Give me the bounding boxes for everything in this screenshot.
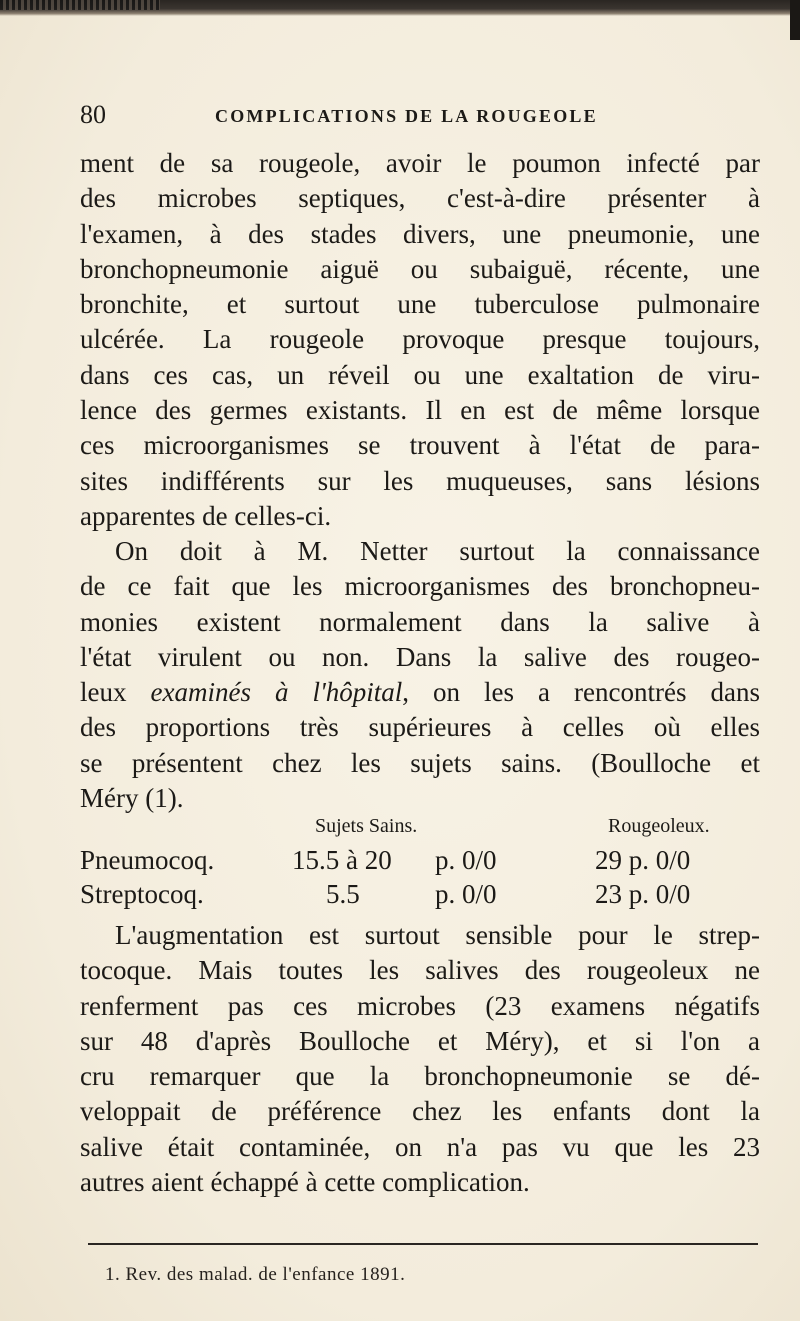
sains-unit: p. 0/0 bbox=[435, 879, 497, 909]
text-line: autres aient échappé à cette complication. bbox=[80, 1167, 530, 1198]
rougeoleux-value: 29 p. 0/0 bbox=[595, 845, 691, 875]
text-line-with-italic bbox=[80, 675, 760, 710]
text-fragment: , on les a rencontrés dans bbox=[402, 677, 760, 708]
sains-value: 5.5 bbox=[326, 879, 360, 909]
text-line: L'augmentation est surtout sensible pour le strep- bbox=[115, 920, 760, 950]
text-line: bronchopneumonie aiguë ou subaiguë, récente, une bbox=[80, 253, 760, 284]
text-line: cru remarquer que la bronchopneumonie se dé- bbox=[80, 1061, 760, 1092]
text-line: des microbes septiques, c'est-à-dire présenter à bbox=[80, 183, 760, 214]
paragraph-3 bbox=[80, 918, 760, 1200]
text-line: se présentent chez les sujets sains. (Boulloche et bbox=[80, 747, 760, 778]
page-header bbox=[80, 100, 760, 130]
text-line: sur 48 d'après Boulloche et Méry), et si l'on a bbox=[80, 1025, 760, 1056]
running-head: COMPLICATIONS DE LA ROUGEOLE bbox=[215, 106, 598, 126]
text-line: monies existent normalement dans la salive à bbox=[80, 606, 760, 637]
text-line: des proportions très supérieures à celles où elles bbox=[80, 712, 760, 743]
paragraph-1 bbox=[80, 146, 760, 534]
text-line: l'état virulent ou non. Dans la salive des rougeo- bbox=[80, 641, 760, 672]
text-line: ment de sa rougeole, avoir le poumon infecté par bbox=[80, 148, 760, 178]
text-line: ulcérée. La rougeole provoque presque toujours, bbox=[80, 324, 760, 355]
rougeoleux-value: 23 p. 0/0 bbox=[595, 879, 691, 909]
results-table bbox=[80, 815, 760, 913]
text-line: bronchite, et surtout une tuberculose pulmonaire bbox=[80, 289, 760, 320]
sains-value: 15.5 à 20 bbox=[292, 845, 392, 875]
text-line: sites indifférents sur les muqueuses, sans lésions bbox=[80, 465, 760, 496]
footnote-rule bbox=[88, 1243, 758, 1245]
scan-edge-artifact bbox=[0, 0, 160, 10]
text-line: ces microorganismes se trouvent à l'état de para- bbox=[80, 430, 760, 461]
table-row bbox=[80, 879, 760, 913]
text-line: dans ces cas, un réveil ou une exaltation de viru- bbox=[80, 359, 760, 390]
text-line: veloppait de préférence chez les enfants dont la bbox=[80, 1096, 760, 1127]
text-line: renferment pas ces microbes (23 examens négatifs bbox=[80, 990, 760, 1021]
text-line: Méry (1). bbox=[80, 783, 184, 814]
text-line: de ce fait que les microorganismes des bronchopneu- bbox=[80, 571, 760, 602]
italic-phrase: examinés à l'hôpital bbox=[150, 677, 403, 708]
text-line: l'examen, à des stades divers, une pneumonie, une bbox=[80, 218, 760, 249]
scan-right-edge bbox=[790, 0, 800, 40]
sains-unit: p. 0/0 bbox=[435, 845, 497, 875]
column-header-rougeoleux: Rougeoleux. bbox=[608, 815, 710, 837]
text-fragment: leux bbox=[80, 677, 151, 708]
row-label: Pneumocoq. bbox=[80, 845, 215, 875]
paragraph-2 bbox=[80, 534, 760, 816]
text-line: salive était contaminée, on n'a pas vu que les 23 bbox=[80, 1131, 760, 1162]
text-line: apparentes de celles-ci. bbox=[80, 500, 332, 531]
text-line: On doit à M. Netter surtout la connaissance bbox=[115, 536, 760, 566]
page-number: 80 bbox=[80, 100, 106, 129]
table-header-row bbox=[80, 815, 760, 845]
table-row bbox=[80, 845, 760, 879]
footnote: 1. Rev. des malad. de l'enfance 1891. bbox=[105, 1264, 406, 1285]
text-line: lence des germes existants. Il en est de même lorsque bbox=[80, 395, 760, 426]
column-header-sains: Sujets Sains. bbox=[315, 815, 418, 837]
row-label: Streptocoq. bbox=[80, 879, 204, 909]
text-line: tocoque. Mais toutes les salives des rougeoleux ne bbox=[80, 955, 760, 986]
